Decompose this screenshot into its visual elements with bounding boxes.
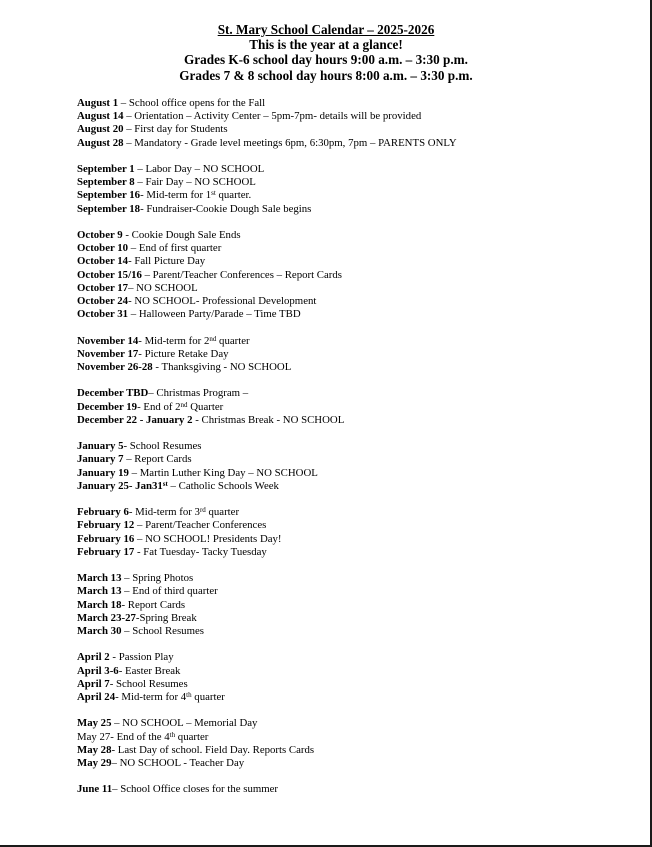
event-item — [77, 255, 637, 268]
event-item — [77, 731, 637, 744]
event-description: - Mid-term for 2nd quarter — [138, 334, 250, 347]
hours-grades-k6: Grades K-6 school day hours 9:00 a.m. – 3:30 p.m. — [184, 52, 468, 68]
event-date: February 12 — [77, 519, 135, 532]
event-description: - Fat Tuesday- Tacky Tuesday — [134, 545, 267, 558]
calendar-title: St. Mary School Calendar – 2025-2026 — [217, 22, 435, 37]
event-item — [77, 546, 637, 559]
event-item — [77, 651, 637, 664]
event-item — [77, 533, 637, 546]
event-date: April 7 — [77, 677, 110, 690]
event-item — [77, 440, 637, 453]
event-date: March 18 — [77, 598, 122, 611]
event-description: – Spring Photos — [121, 572, 194, 585]
event-item — [77, 717, 637, 730]
event-item — [77, 783, 637, 796]
event-description: - School Resumes — [123, 440, 202, 453]
event-date: March 30 — [77, 625, 122, 638]
event-date: August 1 — [77, 97, 119, 109]
event-description: - Thanksgiving - NO SCHOOL — [152, 361, 292, 374]
event-description: – Halloween Party/Parade – Time TBD — [128, 308, 301, 321]
event-item — [77, 757, 637, 770]
event-item — [77, 348, 637, 361]
event-description: - Report Cards — [121, 598, 186, 611]
event-description: – School office opens for the Fall — [118, 97, 266, 109]
event-date: October 31 — [77, 308, 129, 321]
event-item — [77, 691, 637, 704]
event-description: - End of 2nd Quarter — [137, 400, 224, 413]
event-description: - Picture Retake Day — [138, 347, 229, 360]
event-description: – Parent/Teacher Conferences – Report Cards — [141, 268, 342, 281]
event-item — [77, 387, 637, 400]
event-date: December 19 — [77, 400, 138, 413]
event-description: -Spring Break — [135, 611, 197, 624]
event-item — [77, 308, 637, 321]
event-description: May 27- End of the 4th quarter — [77, 730, 209, 743]
event-description: - Mid-term for 3rd quarter — [128, 506, 240, 519]
event-item — [77, 229, 637, 242]
month-january — [77, 440, 637, 493]
event-description: – End of third quarter — [121, 585, 218, 598]
event-item — [77, 295, 637, 308]
event-item — [77, 519, 637, 532]
event-date: December 22 - January 2 — [77, 413, 193, 426]
event-date: November 26-28 — [77, 361, 153, 374]
event-description: - School Resumes — [109, 677, 188, 690]
event-item — [77, 744, 637, 757]
event-description: – Catholic Schools Week — [167, 479, 279, 492]
event-date: October 14 — [77, 255, 129, 268]
event-item — [77, 110, 637, 123]
event-date: September 1 — [77, 163, 135, 175]
event-item — [77, 572, 637, 585]
event-item — [77, 123, 637, 136]
event-description: – Mandatory - Grade level meetings 6pm, 6:30pm, 7pm – PARENTS ONLY — [123, 136, 457, 149]
event-date: September 16 — [77, 189, 141, 202]
event-description: – School Resumes — [121, 625, 204, 638]
event-date: February 17 — [77, 545, 135, 558]
event-description: - Passion Play — [109, 651, 174, 664]
event-item — [77, 163, 637, 176]
event-date: January 5 — [77, 440, 124, 453]
event-description: – First day for Students — [123, 123, 228, 136]
event-item — [77, 335, 637, 348]
calendar-events — [77, 97, 637, 797]
event-date: October 10 — [77, 242, 129, 255]
event-item — [77, 414, 637, 427]
month-november — [77, 335, 637, 375]
event-date: November 14 — [77, 334, 139, 347]
month-april — [77, 651, 637, 704]
event-date: October 17 — [77, 281, 129, 294]
event-item — [77, 453, 637, 466]
event-date: April 24 — [77, 691, 116, 704]
event-description: – Fair Day – NO SCHOOL — [134, 176, 256, 189]
event-item — [77, 176, 637, 189]
event-description: – Parent/Teacher Conferences — [134, 519, 267, 532]
event-item — [77, 97, 637, 110]
hours-grades-7-8: Grades 7 & 8 school day hours 8:00 a.m. – 3:30 p.m. — [179, 67, 473, 83]
event-description: - Christmas Break - NO SCHOOL — [192, 413, 345, 426]
event-date: March 13 — [77, 585, 122, 598]
month-september — [77, 163, 637, 216]
event-item — [77, 282, 637, 295]
event-date: February 6 — [77, 506, 129, 519]
event-date: October 9 — [77, 229, 123, 241]
event-date: January 25- Jan31st — [77, 479, 168, 492]
event-item — [77, 599, 637, 612]
event-description: - Easter Break — [118, 664, 181, 677]
event-date: August 20 — [77, 123, 124, 136]
month-may — [77, 717, 637, 770]
event-item — [77, 401, 637, 414]
event-item — [77, 678, 637, 691]
event-date: May 28 — [77, 743, 112, 756]
event-item — [77, 203, 637, 216]
event-date: October 15/16 — [77, 268, 142, 281]
event-item — [77, 269, 637, 282]
event-description: – NO SCHOOL! Presidents Day! — [134, 532, 282, 545]
event-item — [77, 189, 637, 202]
event-item — [77, 665, 637, 678]
calendar-subtitle: This is the year at a glance! — [249, 37, 403, 53]
month-august — [77, 97, 637, 150]
event-date: December TBD — [77, 387, 149, 400]
event-date: March 23-27 — [77, 611, 136, 624]
event-description: - Cookie Dough Sale Ends — [122, 229, 241, 241]
event-description: – Martin Luther King Day – NO SCHOOL — [128, 466, 318, 479]
event-item — [77, 625, 637, 638]
event-date: May 29 — [77, 757, 112, 770]
month-february — [77, 506, 637, 559]
event-description: - NO SCHOOL- Professional Development — [128, 295, 317, 308]
event-description: – NO SCHOOL - Teacher Day — [111, 757, 245, 770]
event-date: August 14 — [77, 110, 124, 123]
event-item — [77, 361, 637, 374]
event-date: April 3-6 — [77, 664, 119, 677]
event-description: - Mid-term for 4th quarter — [115, 691, 225, 704]
calendar-header — [0, 22, 652, 83]
month-october — [77, 229, 637, 321]
event-date: August 28 — [77, 136, 124, 149]
event-date: September 8 — [77, 176, 135, 189]
event-description: – NO SCHOOL – Memorial Day — [111, 717, 258, 730]
event-date: May 25 — [77, 717, 112, 730]
event-date: June 11 — [77, 783, 113, 796]
event-description: - Fundraiser-Cookie Dough Sale begins — [140, 202, 312, 215]
event-description: – Christmas Program – — [148, 387, 249, 400]
event-description: - Mid-term for 1st quarter. — [140, 189, 252, 202]
event-description: - Last Day of school. Field Day. Reports Cards — [111, 743, 315, 756]
event-date: November 17 — [77, 347, 139, 360]
event-description: – End of first quarter — [128, 242, 222, 255]
event-item — [77, 585, 637, 598]
event-date: September 18 — [77, 202, 141, 215]
event-description: - Fall Picture Day — [128, 255, 206, 268]
event-date: March 13 — [77, 572, 122, 585]
event-item — [77, 480, 637, 493]
event-date: February 16 — [77, 532, 135, 545]
month-march — [77, 572, 637, 638]
month-december — [77, 387, 637, 427]
event-description: – Report Cards — [123, 453, 192, 466]
event-description: – NO SCHOOL — [128, 281, 198, 294]
event-item — [77, 467, 637, 480]
event-description: – School Office closes for the summer — [112, 783, 279, 796]
event-item — [77, 612, 637, 625]
event-description: – Orientation – Activity Center – 5pm-7pm- details will be provided — [123, 110, 422, 123]
month-june — [77, 783, 637, 796]
event-description: – Labor Day – NO SCHOOL — [134, 163, 265, 175]
event-date: January 7 — [77, 453, 124, 466]
event-date: April 2 — [77, 651, 110, 664]
event-item — [77, 242, 637, 255]
event-item — [77, 506, 637, 519]
event-date: October 24 — [77, 295, 129, 308]
event-date: January 19 — [77, 466, 129, 479]
event-item — [77, 137, 637, 150]
